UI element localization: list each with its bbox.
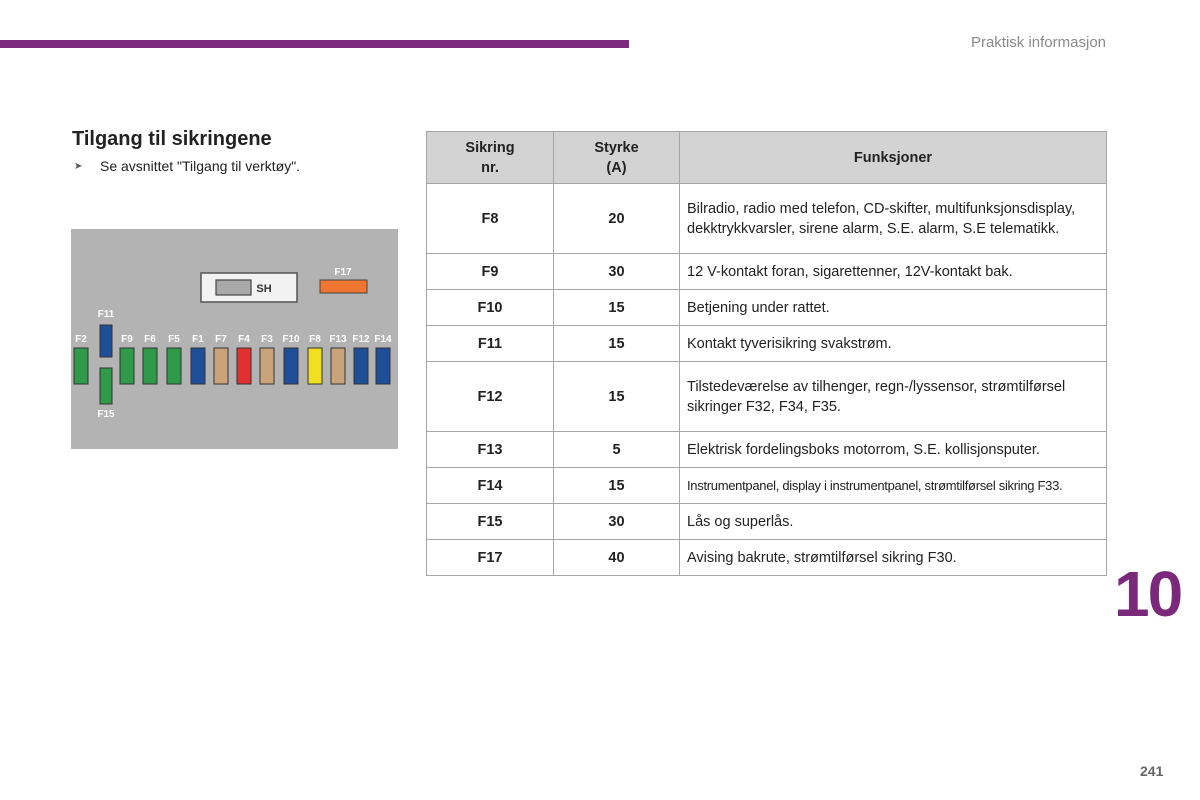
table-row	[427, 504, 1107, 540]
fuse-label: F10	[282, 334, 300, 345]
arrow-bullet-icon: ➤	[74, 160, 83, 172]
table-row	[427, 254, 1107, 290]
chapter-number: 10	[1114, 558, 1182, 630]
fuse-box-diagram	[71, 229, 398, 449]
fuse-label: F2	[75, 334, 87, 345]
table-row	[427, 326, 1107, 362]
fuse	[191, 348, 205, 384]
header-functions: Funksjoner	[680, 132, 1107, 184]
function-cell: Betjening under rattet.	[680, 290, 1107, 326]
function-cell: Lås og superlås.	[680, 504, 1107, 540]
fuse-label: F8	[309, 334, 321, 345]
fuse-nr-cell: F9	[427, 254, 554, 290]
table-row	[427, 362, 1107, 432]
fuse-side-lower	[100, 368, 112, 404]
function-cell: Bilradio, radio med telefon, CD-skifter, multifunksjonsdisplay, dekktrykkvarsler, sirene alarm, S.E. alarm, S.E telematikk.	[680, 184, 1107, 254]
table-row	[427, 290, 1107, 326]
fuse-nr-cell: F13	[427, 432, 554, 468]
fuse	[237, 348, 251, 384]
header-amperage: Styrke (A)	[554, 132, 680, 184]
relay-label: SH	[256, 283, 272, 295]
amperage-cell: 15	[554, 326, 680, 362]
fuse-nr-cell: F10	[427, 290, 554, 326]
function-cell: Avising bakrute, strømtilførsel sikring F30.	[680, 540, 1107, 576]
amperage-cell: 30	[554, 254, 680, 290]
fuse-nr-cell: F11	[427, 326, 554, 362]
fuse-table	[426, 131, 1107, 576]
fuse-label: F4	[238, 334, 250, 345]
fuse-label: F14	[374, 334, 392, 345]
amperage-cell: 40	[554, 540, 680, 576]
table-row	[427, 468, 1107, 504]
fuse-label: F12	[352, 334, 370, 345]
fuse-nr-cell: F8	[427, 184, 554, 254]
fuse-label: F1	[192, 334, 204, 345]
amperage-cell: 5	[554, 432, 680, 468]
chapter-title: Praktisk informasjon	[970, 34, 1106, 51]
fuse-label-top: F17	[334, 267, 352, 278]
fuse-label: F3	[261, 334, 273, 345]
fuse	[120, 348, 134, 384]
fuse	[143, 348, 157, 384]
function-cell: Instrumentpanel, display i instrumentpanel, strømtilførsel sikring F33.	[680, 468, 1107, 504]
fuse-box-background	[71, 229, 398, 449]
fuse-table-header-row	[427, 132, 1107, 184]
fuse-label: F7	[215, 334, 227, 345]
fuse	[354, 348, 368, 384]
fuse-nr-cell: F12	[427, 362, 554, 432]
fuse	[214, 348, 228, 384]
bullet-text: Se avsnittet "Tilgang til verktøy".	[100, 158, 301, 174]
fuse-nr-cell: F17	[427, 540, 554, 576]
section-title: Tilgang til sikringene	[72, 128, 272, 150]
fuse	[74, 348, 88, 384]
table-row	[427, 540, 1107, 576]
fuse-label: F13	[329, 334, 347, 345]
function-cell: 12 V-kontakt foran, sigarettenner, 12V-kontakt bak.	[680, 254, 1107, 290]
fuse	[308, 348, 322, 384]
fuse	[284, 348, 298, 384]
amperage-cell: 20	[554, 184, 680, 254]
fuse-label-side-lower: F15	[97, 409, 115, 420]
fuse	[260, 348, 274, 384]
bullet-item	[74, 158, 300, 174]
fuse-nr-cell: F14	[427, 468, 554, 504]
amperage-cell: 15	[554, 290, 680, 326]
function-cell: Elektrisk fordelingsboks motorrom, S.E. kollisjonsputer.	[680, 432, 1107, 468]
fuse	[376, 348, 390, 384]
function-cell: Tilstedeværelse av tilhenger, regn-/lyssensor, strømtilførsel sikringer F32, F34, F35.	[680, 362, 1107, 432]
amperage-cell: 15	[554, 468, 680, 504]
table-row	[427, 184, 1107, 254]
table-row	[427, 432, 1107, 468]
fuse-label: F5	[168, 334, 180, 345]
fuse-box-svg	[71, 229, 398, 449]
page-number: 241	[1140, 763, 1164, 779]
fuse-top	[320, 280, 367, 293]
fuse	[331, 348, 345, 384]
fuse-label-side-upper: F11	[97, 309, 115, 320]
fuse-side-upper	[100, 325, 112, 357]
fuse-nr-cell: F15	[427, 504, 554, 540]
function-cell: Kontakt tyverisikring svakstrøm.	[680, 326, 1107, 362]
relay-slot	[216, 280, 251, 295]
fuse-label: F6	[144, 334, 156, 345]
fuse	[167, 348, 181, 384]
fuse-label: F9	[121, 334, 133, 345]
header-fuse-nr: Sikring nr.	[427, 132, 554, 184]
amperage-cell: 30	[554, 504, 680, 540]
amperage-cell: 15	[554, 362, 680, 432]
header-accent-bar	[0, 40, 629, 48]
